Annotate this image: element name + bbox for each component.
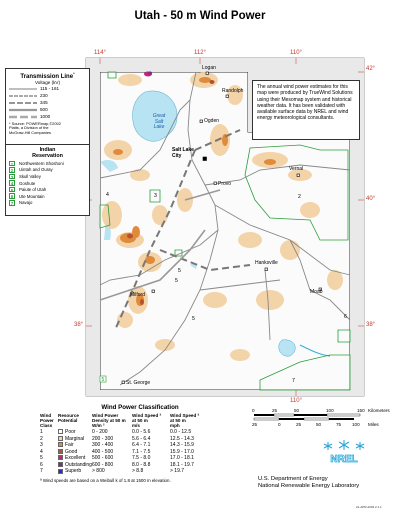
power-density: 400 - 500 [92, 448, 114, 455]
speed-ms: 8.0 - 8.8 [132, 461, 151, 468]
resource-potential: Fair [58, 442, 92, 448]
agency-line2: National Renewable Energy Laboratory [258, 483, 360, 489]
class-number: 1 [40, 428, 43, 435]
mi-tick: 75 [336, 422, 342, 427]
mi-tick: 0 [278, 422, 281, 427]
lon-label-114: 114° [94, 50, 106, 56]
speed-ms: 6.4 - 7.1 [132, 442, 151, 449]
city-st-george: St. George [126, 380, 151, 386]
lat-label-38-left: 38° [74, 322, 84, 328]
reservation-item: 7 Navajo [10, 200, 33, 207]
city-provo: Provo [218, 181, 232, 187]
km-tick: 150 [357, 408, 365, 413]
svg-text:5: 5 [175, 278, 178, 284]
classification-row [40, 462, 230, 469]
speed-mph: 12.5 - 14.3 [170, 435, 194, 442]
doc-id: 21-APR-2003 2.1.1 [356, 505, 382, 509]
svg-text:7: 7 [292, 378, 295, 384]
speed-ms: 7.1 - 7.5 [132, 448, 151, 455]
classification-row [40, 448, 230, 455]
lon-label-110-top: 110° [290, 50, 302, 56]
transmission-legend-title: Transmission Line* [20, 71, 75, 80]
transmission-row: 1000 [9, 113, 86, 120]
agency-line1: U.S. Department of Energy [258, 476, 328, 482]
city-ogden: Ogden [204, 118, 220, 124]
nrel-logo-text: NREL [330, 454, 358, 465]
wind-power-classification [40, 404, 230, 518]
mi-tick: 25 [252, 422, 258, 427]
speed-ms: 5.6 - 6.4 [132, 435, 151, 442]
reservation-item: 2 Uintah and Ouray [10, 167, 53, 174]
svg-text:4: 4 [106, 192, 109, 198]
svg-text:5: 5 [192, 316, 195, 322]
lon-label-110-bottom: 110° [290, 398, 302, 404]
resource-potential: Superb [58, 468, 92, 474]
reservation-item: 6 Ute Mountain [10, 193, 45, 200]
class-number: 3 [40, 442, 43, 449]
transmission-row: 500 [9, 106, 86, 113]
class-swatch [58, 429, 63, 434]
lake-label-line2: Salt [154, 118, 164, 125]
classification-row [40, 429, 230, 436]
speed-ms: 7.5 - 8.0 [132, 455, 151, 462]
nrel-logo [314, 438, 374, 470]
transmission-source: * Source: POWERmap,©2002 Platts, a Division of the McGraw-Hill Companies [9, 121, 61, 135]
speed-ms: > 8.8 [132, 468, 144, 475]
mi-tick: 25 [296, 422, 302, 427]
lat-label-40-right: 40° [366, 196, 376, 202]
speed-mph: 17.0 - 18.1 [170, 455, 194, 462]
city-randolph: Randolph [222, 88, 244, 94]
class-swatch [58, 449, 63, 454]
svg-text:3: 3 [154, 193, 157, 199]
reservation-item: 3 Skull Valley [10, 173, 41, 180]
city-salt-lake-city: Salt Lake City [172, 147, 194, 159]
transmission-row: 115 - 161 [9, 85, 86, 92]
speed-mph: 0.0 - 12.5 [170, 428, 192, 435]
lat-label-42: 42° [366, 66, 376, 72]
svg-text:5: 5 [178, 268, 181, 274]
city-hanksville: Hanksville [255, 260, 278, 266]
resource-potential: Poor [58, 429, 92, 435]
speed-mph: 14.3 - 15.9 [170, 442, 194, 449]
speed-mph: 18.1 - 19.7 [170, 461, 194, 468]
resource-potential: Outstanding [58, 462, 92, 468]
class-number: 2 [40, 435, 43, 442]
line-thick-dash-icon [9, 100, 37, 106]
power-density: 600 - 800 [92, 461, 114, 468]
methodology-note: The annual wind power estimates for this map were produced by TrueWind Solutions using their Mesomap system and historical weather data. It has been validated with available surface data by NREL and wind energy meteorological consultants. [252, 80, 360, 140]
city-vernal: Vernal [289, 166, 304, 172]
map-title: Utah - 50 m Wind Power [134, 10, 266, 22]
scale-bar [252, 404, 392, 434]
city-milford: Milford [130, 292, 146, 298]
power-density: 300 - 400 [92, 442, 114, 449]
transmission-row: 345 [9, 99, 86, 106]
svg-text:2: 2 [298, 194, 301, 200]
agency-credit [258, 476, 394, 490]
reservation-legend [5, 144, 90, 216]
class-number: 5 [40, 455, 43, 462]
lon-label-112: 112° [194, 50, 206, 56]
km-tick: 100 [326, 408, 334, 413]
speed-ms: 0.0 - 5.6 [132, 428, 151, 435]
line-medium-icon [9, 93, 37, 99]
classification-row [40, 468, 230, 475]
line-dc-icon [9, 114, 37, 120]
class-swatch [58, 442, 63, 447]
km-tick: 25 [272, 408, 278, 413]
power-density: 0 - 200 [92, 428, 108, 435]
classification-row [40, 455, 230, 462]
lat-label-38-right: 38° [366, 322, 376, 328]
svg-text:5: 5 [101, 377, 105, 383]
reservation-item: 5 Paiute of Utah [10, 187, 47, 193]
classification-row [40, 442, 230, 449]
transmission-legend-subtitle: Voltage (kV) [34, 80, 61, 85]
class-swatch [58, 436, 63, 441]
classification-header: Wind Power Class Resource Potential Wind Power Density at 50 m W/m ² Wind Speed ª at 50 m m/s Wind Speed ª at 50 m mph [40, 413, 200, 429]
class-number: 7 [40, 468, 43, 475]
reservation-legend-title: Indian [39, 147, 56, 153]
speed-mph: 15.9 - 17.0 [170, 448, 194, 455]
transmission-legend [5, 68, 90, 150]
reservation-legend-subtitle: Reservation [32, 153, 63, 159]
resource-potential: Good [58, 449, 92, 455]
class-number: 6 [40, 461, 43, 468]
reservation-item: 4 Goshute [10, 180, 36, 187]
city-moab: Moab [310, 289, 323, 295]
svg-text:6: 6 [344, 314, 347, 320]
mi-tick: 100 [352, 422, 360, 427]
mi-unit: Miles [368, 422, 379, 427]
lake-label-line1: Great [152, 113, 166, 119]
resource-potential: Excellent [58, 455, 92, 461]
power-density: 500 - 600 [92, 455, 114, 462]
class-swatch [58, 462, 63, 467]
class-swatch [58, 455, 63, 460]
speed-mph: > 19.7 [170, 468, 185, 475]
power-density: 200 - 300 [92, 435, 114, 442]
km-tick: 50 [294, 408, 300, 413]
mi-tick: 50 [316, 422, 322, 427]
km-tick: 0 [252, 408, 255, 413]
lake-label-line3: Lake [153, 124, 165, 130]
city-logan: Logan [202, 65, 216, 71]
classification-title: Wind Power Classification [101, 404, 179, 411]
class-number: 4 [40, 448, 43, 455]
line-thin-icon [9, 86, 37, 92]
km-unit: Kilometers [368, 408, 390, 413]
transmission-row: 230 [9, 92, 86, 99]
reservation-item: 1 Northwestern Shoshoni [10, 160, 64, 167]
resource-potential: Marginal [58, 436, 92, 442]
classification-footnote: ª Wind speeds are based on a Weibull k of 1.8 at 1500 m elevation. [40, 477, 171, 483]
class-swatch [58, 469, 63, 474]
power-density: > 800 [92, 468, 105, 475]
line-thicker-icon [9, 107, 37, 113]
classification-row [40, 435, 230, 442]
lake-label [146, 114, 172, 131]
